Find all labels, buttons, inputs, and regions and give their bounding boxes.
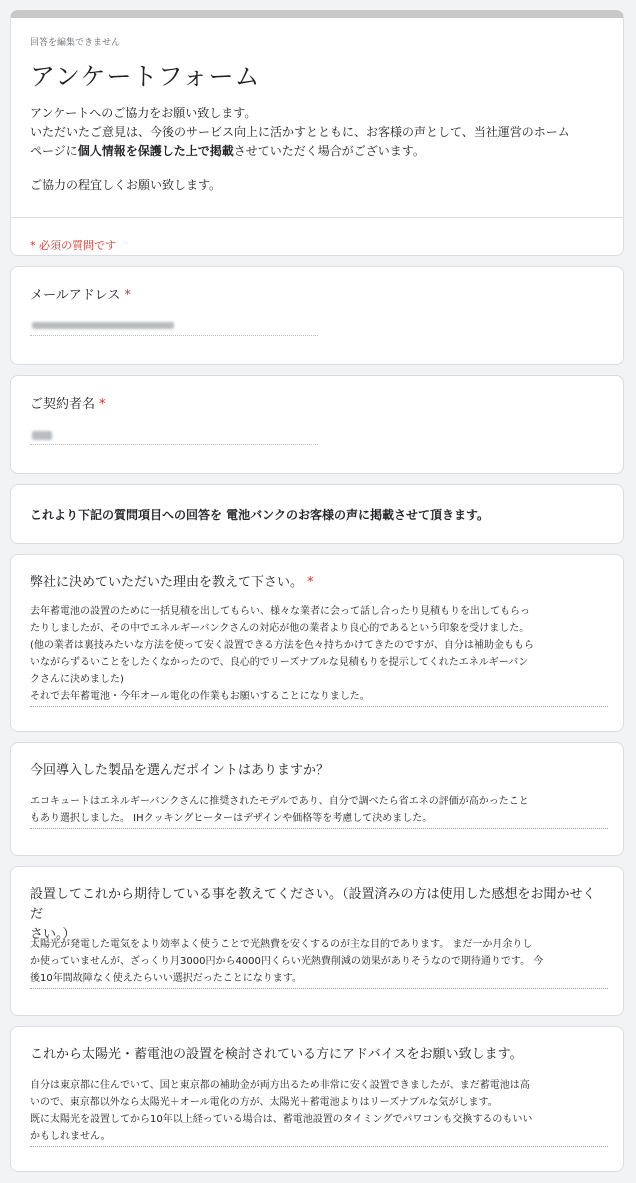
- answer-expectation[interactable]: 太陽光が発電した電気をより効率よく使うことで光熱費を安くするのが主な目的であります。 まだ一か月余りし か使っていませんが、ざっくり月3000円から4000円くらい光熱費削減の効果がありそうなので期待通りです。 今 後10年間故障なく使えたらいい選択だったことになります。: [30, 936, 608, 989]
- form-description: [30, 104, 615, 161]
- form-title: アンケートフォーム: [30, 62, 261, 91]
- redacted-name: [32, 431, 52, 440]
- question-label-name: ご契約者名 *: [30, 397, 106, 412]
- answer-product[interactable]: エコキュートはエネルギーバンクさんに推奨されたモデルであり、自分で調べたら省エネの評価が高かったこと もあり選択しました。 IHクッキングヒーターはデザインや価格等を考慮して決めました。: [30, 793, 608, 829]
- email-field[interactable]: [30, 317, 318, 337]
- question-email-card: [10, 266, 624, 365]
- required-mark: *: [99, 397, 106, 412]
- answer-reason[interactable]: 去年蓄電池の設置のために一括見積を出してもらい、様々な業者に会って話し合ったり見積もりを出してもらっ たりしましたが、その中でエネルギーバンクさんの対応が他の業者より良心的であるという印象を受けました。 (他の業者は裏技みたいな方法を使って安く設置できる方法を色々持ちかけてきたのですが、自分は補助金ももら いながらずるいことをしたくなかったので、良心的でリーズナブルな見積もりを提示してくれたエネルギーバン クさんに決めました) それで去年蓄電池・今年オール電化の作業もお願いすることになりました。: [30, 603, 608, 707]
- redacted-email: [32, 322, 174, 329]
- question-expectation-card: [10, 866, 624, 1016]
- section-header-card: [10, 484, 624, 544]
- answer-advice[interactable]: 自分は東京都に住んでいて、国と東京都の補助金が両方出るため非常に安く設置できましたが、まだ蓄電池は高 いので、東京都以外なら太陽光＋オール電化の方が、太陽光＋蓄電池よりはリーズナブルな気がします。 既に太陽光を設置してから10年以上経っている場合は、蓄電池設置のタイミングでパワコンも交換するのもいい かもしれません。: [30, 1077, 608, 1147]
- question-label-reason: 弊社に決めていただいた理由を教えて下さい。 *: [30, 575, 314, 590]
- question-product-card: [10, 742, 624, 856]
- question-label-product: 今回導入した製品を選んだポイントはありますか？: [30, 763, 330, 778]
- required-note: * 必須の質問です: [30, 239, 116, 252]
- desc-line-1: アンケートへのご協力をお願い致します。: [30, 106, 257, 120]
- desc-line-2: いただいたご意見は、今後のサービス向上に活かすとともに、お客様の声として、当社運営のホーム: [30, 125, 570, 139]
- section-title: これより下記の質問項目への回答を 電池バンクのお客様の声に掲載させて頂きます。: [30, 508, 489, 522]
- desc-line-3: ページに個人情報を保護した上で掲載させていただく場合がございます。: [30, 144, 425, 158]
- question-label-email: メールアドレス *: [30, 288, 131, 303]
- required-mark: *: [124, 288, 131, 303]
- desc-closing: ご協力の程宜しくお願い致します。: [30, 178, 222, 192]
- form-header-card: [10, 10, 624, 256]
- name-field[interactable]: [30, 426, 318, 446]
- question-name-card: [10, 375, 624, 474]
- question-advice-card: [10, 1026, 624, 1172]
- readonly-note: 回答を編集できません: [30, 38, 121, 48]
- question-label-expectation: 設置してこれから期待している事を教えてください。（設置済みの方は使用した感想をお聞かせくだ さい。）: [30, 887, 596, 942]
- desc-bold: 個人情報を保護した上で掲載: [77, 144, 234, 158]
- question-label-advice: これから太陽光・蓄電池の設置を検討されている方にアドバイスをお願い致します。: [30, 1047, 523, 1062]
- required-mark: *: [307, 575, 314, 590]
- question-reason-card: [10, 554, 624, 732]
- divider: [11, 217, 623, 218]
